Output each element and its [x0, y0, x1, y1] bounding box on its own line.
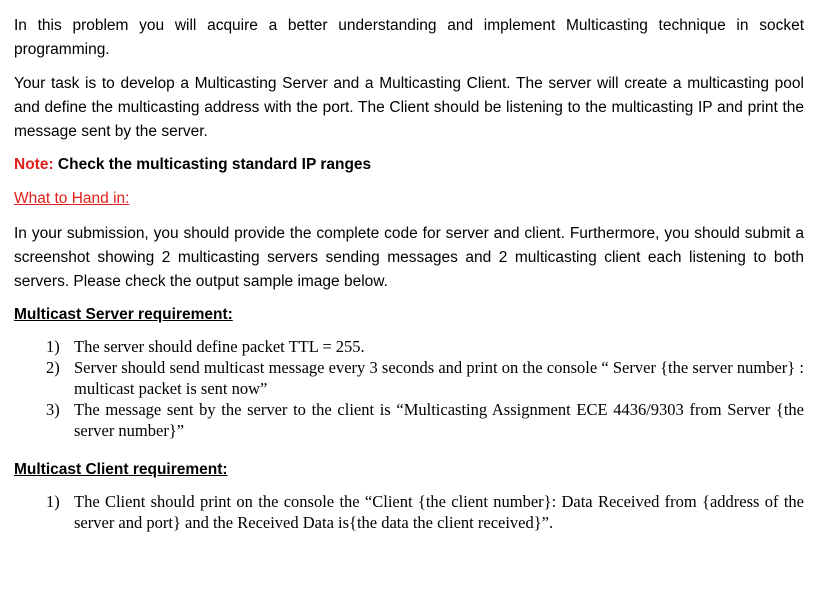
note-label: Note: [14, 156, 54, 173]
hand-in-paragraph: In your submission, you should provide the complete code for server and client. Furthermore, you should submit a screenshot showing 2 multicasting servers sending messages and 2 multicasting client each listening to both servers. Please check the output sample image below. [14, 225, 804, 290]
list-item-number: 3) [46, 400, 60, 419]
list-item [14, 357, 804, 399]
list-item-text: Server should send multicast message every 3 seconds and print on the console “ Server {the server number} : multicast packet is sent now” [74, 358, 804, 398]
list-item [14, 399, 804, 441]
list-item-number: 1) [46, 337, 60, 356]
list-item-text: The Client should print on the console the “Client {the client number}: Data Received from {address of the server and port} and the Received Data is{the data the client received}”. [74, 492, 804, 532]
list-item [14, 336, 804, 357]
list-item [14, 491, 804, 533]
note-text: Check the multicasting standard IP ranges [53, 156, 372, 173]
server-requirement-list [14, 336, 804, 441]
list-item-text: The server should define packet TTL = 255. [74, 337, 365, 356]
list-item-text: The message sent by the server to the client is “Multicasting Assignment ECE 4436/9303 from Server {the server number}” [74, 400, 804, 440]
task-paragraph: Your task is to develop a Multicasting Server and a Multicasting Client. The server will create a multicasting pool and define the multicasting address with the port. The Client should be listening to the multicasting IP and print the message sent by the server. [14, 75, 804, 140]
intro-paragraph: In this problem you will acquire a better understanding and implement Multicasting technique in socket programming. [14, 17, 804, 58]
list-item-number: 2) [46, 358, 60, 377]
server-requirement-heading: Multicast Server requirement: [14, 306, 233, 323]
hand-in-heading: What to Hand in: [14, 190, 130, 207]
client-requirement-list [14, 491, 804, 533]
client-requirement-heading: Multicast Client requirement: [14, 461, 228, 478]
list-item-number: 1) [46, 492, 60, 511]
note-line [14, 154, 804, 176]
document-page [14, 14, 804, 551]
